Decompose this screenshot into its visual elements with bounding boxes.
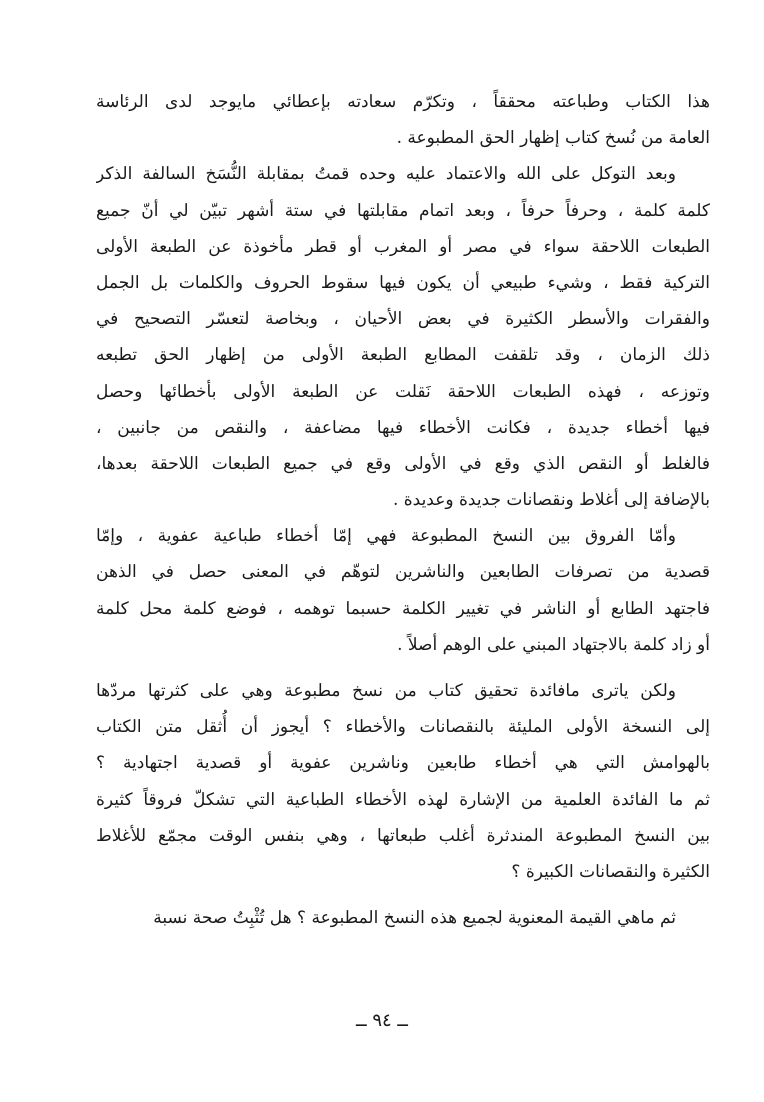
- paragraph-gap: [96, 663, 710, 673]
- text-line: فالغلط أو النقص الذي وقع في الأولى وقع في جميع الطبعات اللاحقة بعدها،: [96, 453, 710, 474]
- text-line: إلى النسخة الأولى المليئة بالنقصانات والأخطاء ؟ أيجوز أن أُثقل متن الكتاب: [96, 717, 710, 738]
- text-line: الطبعات اللاحقة سواء في مصر أو المغرب أو قطر مأخوذة عن الطبعة الأولى: [96, 236, 710, 257]
- page-number: ــ ٩٤ ــ: [356, 1010, 408, 1031]
- paragraph: [96, 518, 710, 663]
- text-line: التركية فقط ، وشيء طبيعي أن يكون فيها سقوط الحروف والكلمات بل الجمل: [96, 272, 710, 293]
- text-line: ولكن ياترى مافائدة تحقيق كتاب من نسخ مطبوعة وهي على كثرتها مردّها: [96, 681, 676, 701]
- text-line: بين النسخ المطبوعة المندثرة أغلب طبعاتها ، وهي بنفس الوقت مجمّع للأغلاط: [96, 825, 710, 846]
- text-line: وبعد التوكل على الله والاعتماد عليه وحده قمتُ بمقابلة النُّسَخ السالفة الذكر: [96, 164, 676, 185]
- text-line: بالإضافة إلى أغلاط ونقصانات جديدة وعديدة .: [392, 490, 710, 511]
- paragraph: [96, 156, 710, 518]
- text-line: أو زاد كلمة بالاجتهاد المبني على الوهم أصلاً .: [397, 634, 710, 655]
- text-line: ثم ماهي القيمة المعنوية لجميع هذه النسخ المطبوعة ؟ هل تُثْبِتُ صحة نسبة: [153, 908, 676, 929]
- body-text: [96, 84, 710, 936]
- paragraph: [96, 673, 710, 890]
- text-line: قصدية من تصرفات الطابعين والناشرين لتوهّم في المعنى حصل في الذهن: [96, 562, 710, 583]
- paragraph: [96, 84, 710, 156]
- text-line: بالهوامش التي هي أخطاء طابعين وناشرين عفوية أو قصدية اجتهادية ؟: [96, 753, 710, 774]
- text-line: فيها أخطاء جديدة ، فكانت الأخطاء فيها مضاعفة ، والنقص من جانبين ،: [96, 417, 710, 438]
- text-line: هذا الكتاب وطباعته محققاً ، وتكرّم سعادته بإعطائي مايوجد لدى الرئاسة: [96, 92, 710, 112]
- text-line: الكثيرة والنقصانات الكبيرة ؟: [511, 861, 710, 882]
- paragraph-gap: [96, 890, 710, 900]
- text-line: ذلك الزمان ، وقد تلقفت المطابع الطبعة الأولى من إظهار الحق تطبعه: [96, 345, 710, 366]
- text-line: وتوزعه ، فهذه الطبعات اللاحقة نَقلت عن الطبعة الأولى بأخطائها وحصل: [96, 381, 710, 402]
- text-line: فاجتهد الطابع أو الناشر في تغيير الكلمة حسبما توهمه ، فوضع كلمة محل كلمة: [96, 598, 710, 619]
- text-line: والفقرات والأسطر الكثيرة في بعض الأحيان ، وبخاصة لتعسّر التصحيح في: [96, 309, 710, 330]
- text-line: ثم ما الفائدة العلمية من الإشارة لهذه الأخطاء الطباعية التي تشكلّ فروقاً كثيرة: [96, 789, 710, 810]
- paragraph: [96, 900, 710, 936]
- text-line: العامة من نُسخ كتاب إظهار الحق المطبوعة .: [396, 128, 710, 149]
- text-line: كلمة كلمة ، وحرفاً حرفاً ، وبعد اتمام مقابلتها في ستة أشهر تبيّن لي أنّ جميع: [96, 200, 710, 221]
- text-line: وأمّا الفروق بين النسخ المطبوعة فهي إمّا أخطاء طباعية عفوية ، وإمّا: [96, 526, 676, 547]
